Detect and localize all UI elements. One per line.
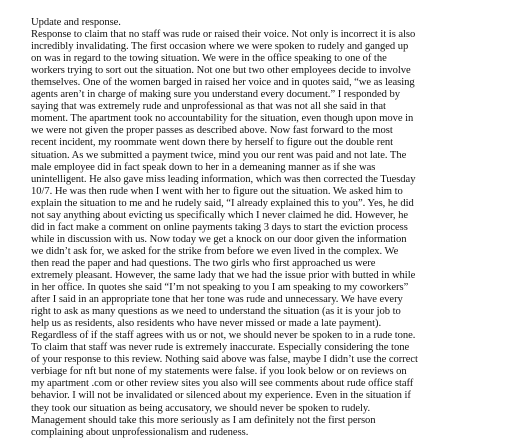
text-line: we were not given the proper passes as described above. Now fast forward to the most bbox=[31, 125, 393, 137]
document-title: Update and response. bbox=[31, 17, 121, 28]
text-line: male employee did in fact speak down to her in a demeaning manner as if she was bbox=[31, 161, 376, 173]
text-line: agents aren’t in charge of making sure you understand every document.” I responded by bbox=[31, 89, 400, 101]
text-line: To claim that staff was never rude is extremely inaccurate. Especially considering the tone bbox=[31, 342, 410, 354]
text-line: they took our situation as being accusatory, we should never be spoken to rudely. bbox=[31, 402, 371, 414]
text-line: verbiage for nft but none of my statements were false. if you look below or on reviews on bbox=[31, 366, 407, 378]
text-line: saying that was extremely rude and unprofessional as that was not all she said in that bbox=[31, 101, 386, 113]
text-line: moment. The apartment took no accountability for the situation, even though upon move in bbox=[31, 113, 414, 125]
text-line: extremely pleasant. However, the same lady that we had the issue prior with butted in while bbox=[31, 269, 416, 281]
text-line: not say anything about evicting us specifically which I never claimed he did. However, he bbox=[31, 209, 408, 221]
text-line: unintelligent. He also gave miss leading information, which was then corrected the Tuesday bbox=[31, 173, 416, 185]
text-line: we didn’t ask for, we asked for the strike from before we even lived in the complex. We bbox=[31, 245, 399, 257]
text-line: Management should take this more seriously as I am definitely not the first person bbox=[31, 414, 376, 426]
text-line: right to ask as many questions as we need to understand the situation (as it is your job to bbox=[31, 306, 401, 318]
text-line: workers trying to sort out the situation. Not one but two other employees decide to involve bbox=[31, 65, 411, 77]
text-line: 10/7. He was then rude when I went with her to figure out the situation. We asked him to bbox=[31, 185, 403, 197]
text-line: then read the paper and had questions. The two girls who first approached us were bbox=[31, 257, 376, 269]
text-line: situation. As we submitted a payment twice, mind you our rent was paid and not late. The bbox=[31, 149, 407, 161]
text-line: while in discussion with us. Now today we get a knock on our door given the information bbox=[31, 233, 407, 245]
text-line: my apartment .com or other review sites you also will see comments about rude office staff bbox=[31, 378, 414, 390]
text-line: recent incident, my roommate went down there by herself to figure out the double rent bbox=[31, 137, 394, 149]
text-line: in her office. In quotes she said “I’m not speaking to you I am speaking to my coworkers” bbox=[31, 282, 409, 294]
text-line: themselves. One of the women barged in raised her voice and in quotes said, “we as leasing bbox=[31, 77, 415, 89]
text-line: on was in regard to the towing situation. We were in the office speaking to one of the bbox=[31, 53, 387, 65]
text-line: after I said in an appropriate tone that her tone was rude and unnecessary. We have every bbox=[31, 294, 403, 306]
text-line: Response to claim that no staff was rude or raised their voice. Not only is incorrect it is also bbox=[31, 29, 416, 41]
text-line: Regardless of if the staff agrees with us or not, we should never be spoken to in a rude tone. bbox=[31, 330, 416, 342]
text-line: of your response to this review. Nothing said above was false, maybe I didn’t use the correct bbox=[31, 354, 418, 366]
document-body bbox=[31, 17, 509, 439]
text-line: complaining about unprofessionalism and rudeness. bbox=[31, 426, 249, 438]
text-line: behavior. I will not be invalidated or silenced about my experience. Even in the situation if bbox=[31, 390, 411, 402]
text-line: explain the situation to me and he rudely said, “I already explained this to you”. Yes, he did bbox=[31, 197, 414, 209]
text-line: help us as residents, also residents who have never missed or made a late payment). bbox=[31, 318, 382, 330]
text-line: incredibly invalidating. The first occasion where we were spoken to rudely and ganged up bbox=[31, 41, 409, 53]
text-line: did in fact make a comment on online payments taking 3 days to start the eviction process bbox=[31, 221, 408, 233]
